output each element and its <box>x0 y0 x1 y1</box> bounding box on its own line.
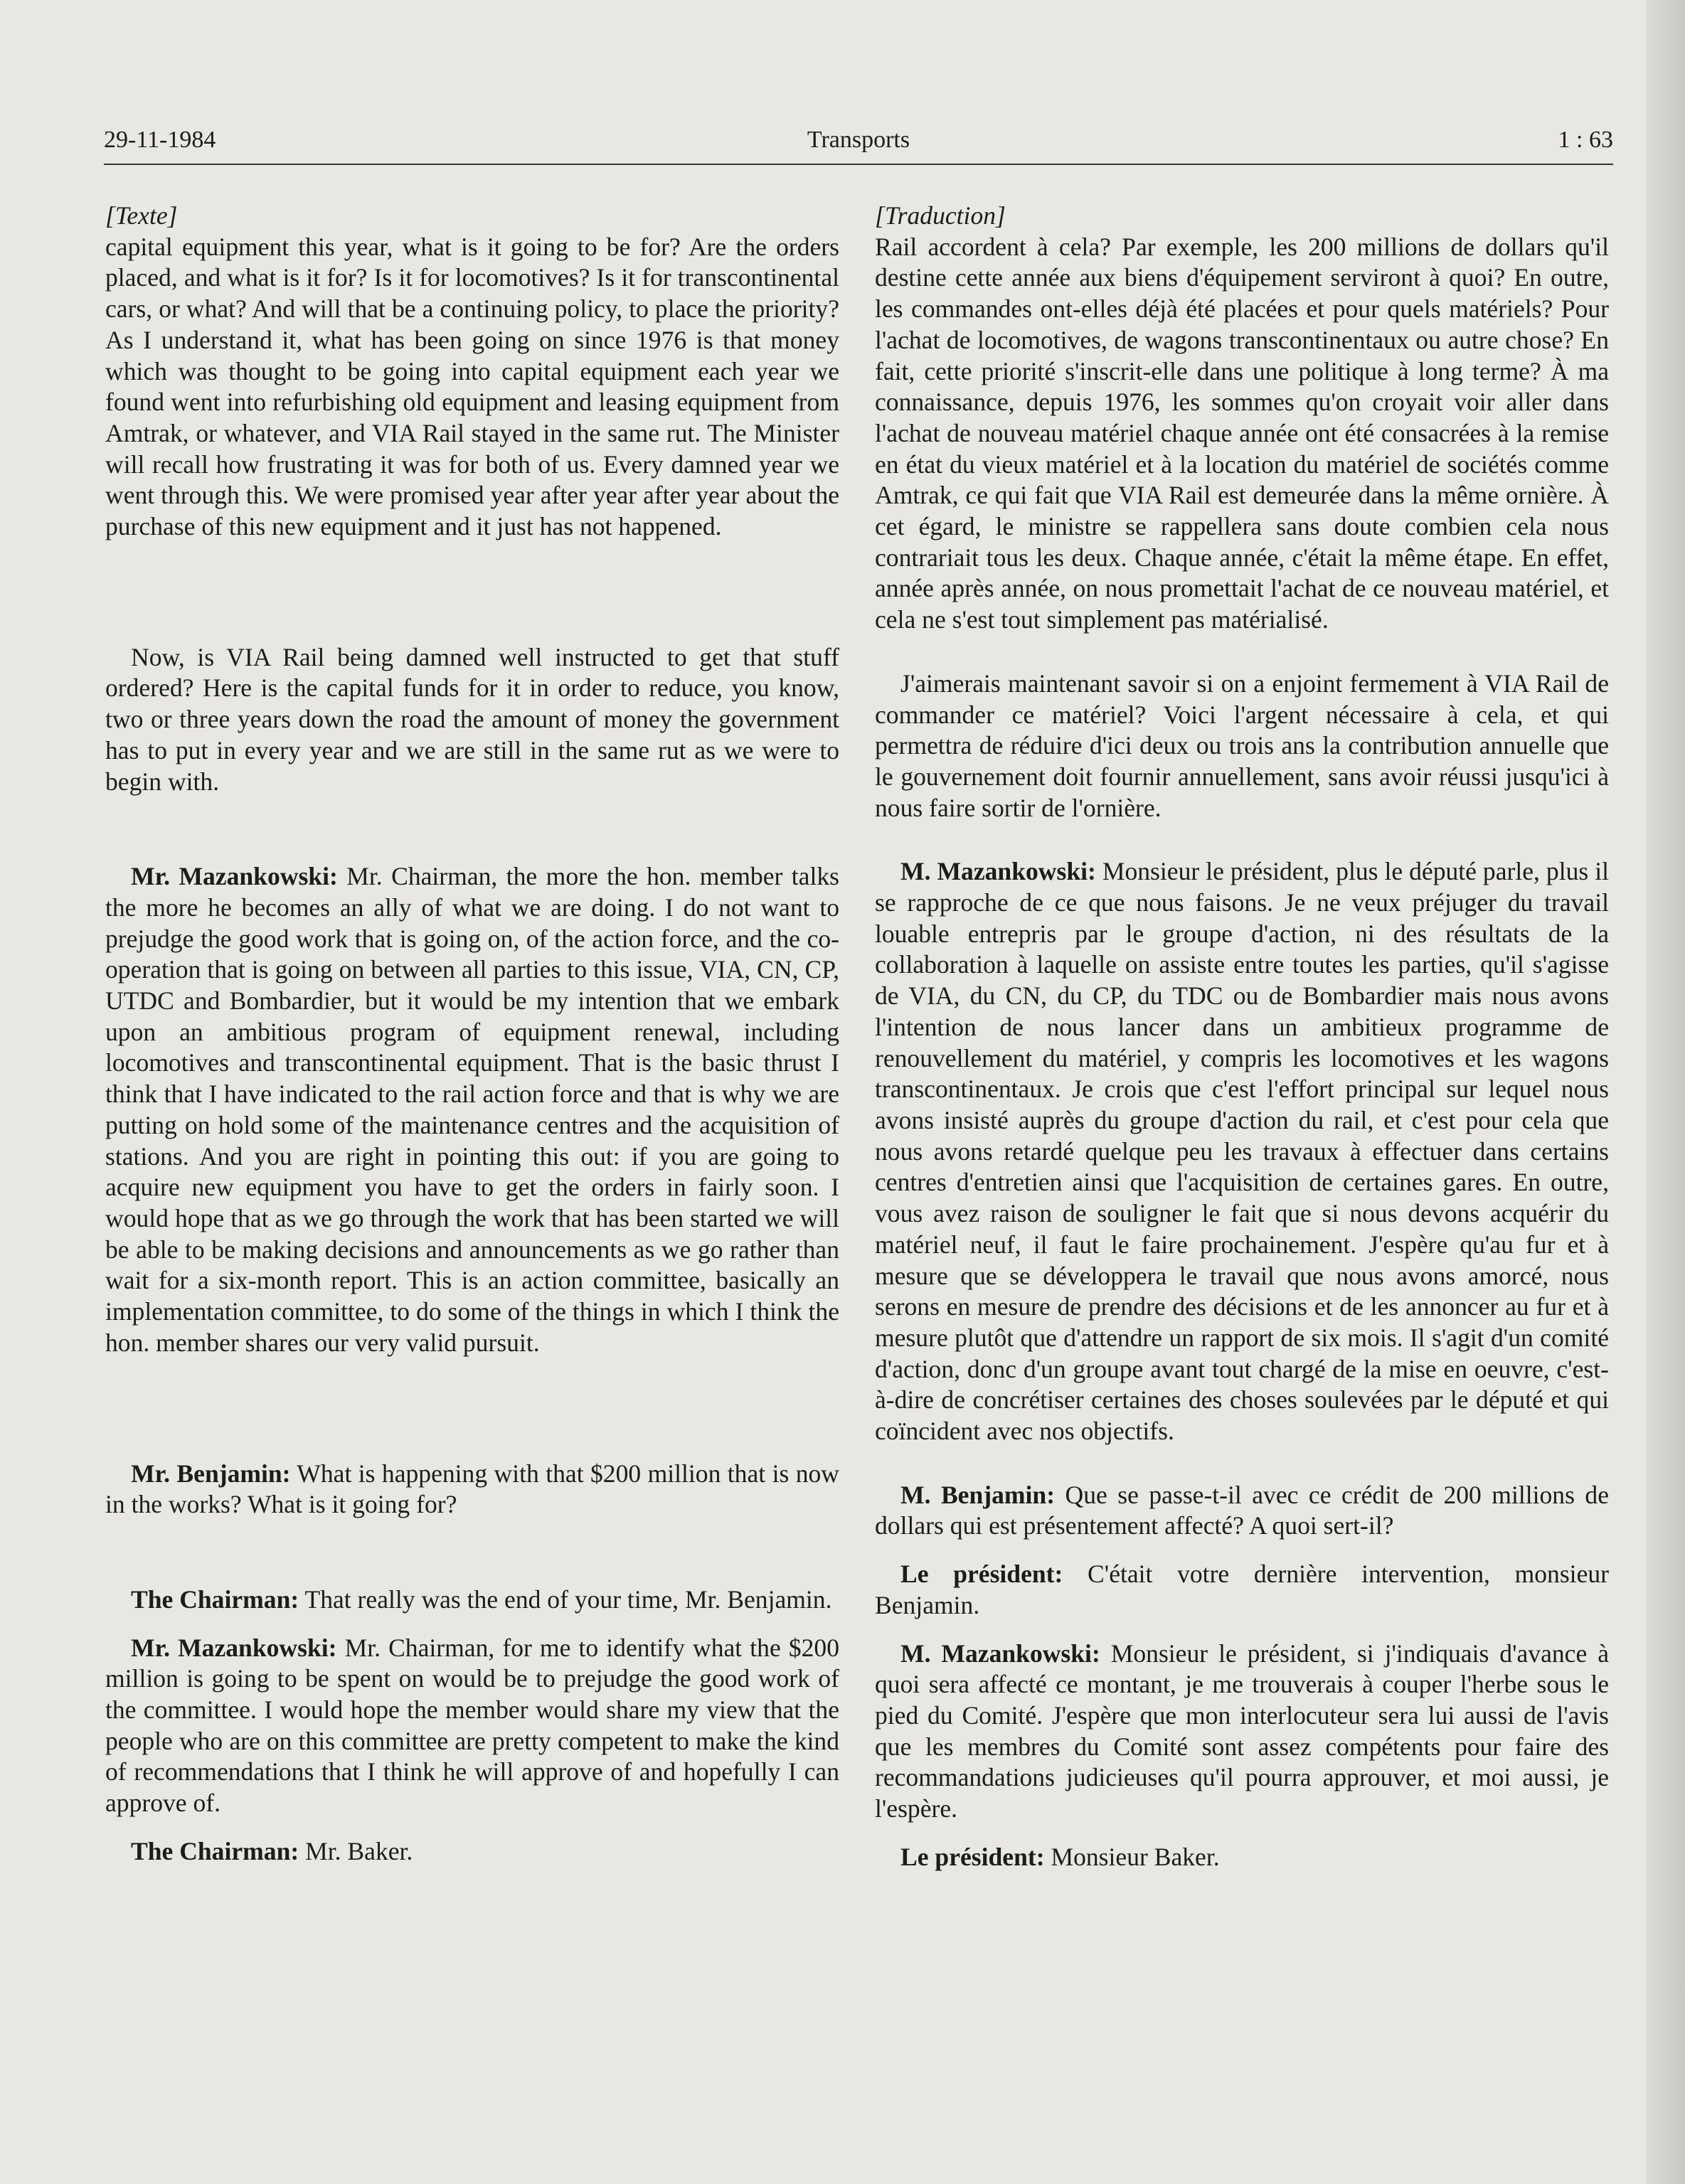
speech-text: Mr. Chairman, for me to identify what the $200 million is going to be spent on would be to prejudge the good work of the committee. I would hope the member would share my view that the people who are on this committee are pretty competent to make the kind of recommendations that I think he will approve of and hopefully I can approve of. <box>105 1633 839 1818</box>
english-column <box>105 201 839 1868</box>
speech <box>105 1584 839 1616</box>
speech <box>105 1836 839 1868</box>
speaker: M. Mazankowski: <box>900 857 1096 886</box>
speaker: Le président: <box>900 1560 1063 1589</box>
speaker: Mr. Mazankowski: <box>131 1633 337 1662</box>
paragraph: Now, is VIA Rail being damned well instructed to get that stuff ordered? Here is the capital funds for it in order to reduce, you know, two or three years down the road the amount of money the government has to put in every year and we are still in the same rut as we were to begin with. <box>105 642 839 796</box>
speaker: M. Benjamin: <box>900 1480 1056 1509</box>
speech-text: Monsieur Baker. <box>1044 1842 1220 1871</box>
running-header <box>104 127 1613 165</box>
speaker: M. Mazankowski: <box>900 1639 1100 1668</box>
page-edge <box>1646 0 1685 2184</box>
speech <box>105 1633 839 1819</box>
paragraph: capital equipment this year, what is it going to be for? Are the orders placed, and what is it for? Is it for locomotives? Is it for transcontinental cars, or what? And will that be a continuing policy, to place the priority? As I understand it, what has been going on since 1976 is that money which was thought to be going into capital equipment each year we found went into refurbishing old equipment and leasing equipment from Amtrak, or whatever, and VIA Rail stayed in the same rut. The Minister will recall how frustrating it was for both of us. Every damned year we went through this. We were promised year after year after year about the purchase of this new equipment and it just has not happened. <box>105 232 839 541</box>
speech-text: Que se passe-t-il avec ce crédit de 200 millions de dollars qui est présentement affecté? A quoi sert-il? <box>875 1480 1609 1540</box>
speaker: Mr. Benjamin: <box>131 1459 291 1488</box>
header-date: 29-11-1984 <box>104 127 216 153</box>
language-label: [Texte] <box>105 201 178 230</box>
language-label: [Traduction] <box>875 201 1006 230</box>
speech <box>875 1559 1609 1621</box>
speech-text: Mr. Baker. <box>299 1836 413 1865</box>
speaker: Le président: <box>900 1842 1045 1871</box>
french-column <box>875 201 1609 1873</box>
speech-text: Monsieur le président, si j'indiquais d'avance à quoi sera affecté ce montant, je me trouverais à couper l'herbe sous le pied du Comité. J'espère que mon interlocuteur sera lui aussi de l'avis que les membres du Comité sont assez compétents pour faire des recommandations judicieuses qu'il pourra approuver, et moi aussi, je l'espère. <box>875 1639 1609 1823</box>
speaker: The Chairman: <box>131 1836 299 1865</box>
speech <box>875 1639 1609 1825</box>
speech-text: That really was the end of your time, Mr. Benjamin. <box>299 1584 832 1614</box>
speech <box>105 1459 839 1520</box>
header-title: Transports <box>807 127 910 153</box>
header-page-number: 1 : 63 <box>1558 127 1613 153</box>
speaker: The Chairman: <box>131 1584 299 1614</box>
speech <box>875 856 1609 1447</box>
paragraph: Rail accordent à cela? Par exemple, les 200 millions de dollars qu'il destine cette année aux biens d'équipement serviront à quoi? En outre, les commandes ont-elles déjà été placées et pour quels matériels? Pour l'achat de locomotives, de wagons transcontinentaux ou autre chose? En fait, cette priorité s'inscrit-elle dans une politique à long terme? À ma connaissance, depuis 1976, les sommes qu'on croyait voir aller dans l'achat de nouveau matériel chaque année ont été consacrées à la remise en état du vieux matériel et à la location du matériel de sociétés comme Amtrak, ce qui fait que VIA Rail est demeurée dans la même ornière. À cet égard, le ministre se rappellera sans doute combien cela nous contrariait tous les deux. Chaque année, c'était la même étape. En effet, année après année, on nous promettait l'achat de ce nouveau matériel, et cela ne s'est tout simplement pas matérialisé. <box>875 232 1609 634</box>
speaker: Mr. Mazankowski: <box>131 862 338 891</box>
speech <box>875 1842 1609 1873</box>
speech <box>875 1480 1609 1542</box>
paragraph: J'aimerais maintenant savoir si on a enjoint fermement à VIA Rail de commander ce matériel? Voici l'argent nécessaire à cela, et qui permettra de réduire d'ici deux ou trois ans la contribution annuelle que le gouvernement doit fournir annuellement, sans avoir réussi jusqu'ici à nous faire sortir de l'ornière. <box>875 668 1609 822</box>
speech <box>105 861 839 1358</box>
speech-text: What is happening with that $200 million that is now in the works? What is it going for? <box>105 1459 839 1519</box>
speech-text: Monsieur le président, plus le député parle, plus il se rapproche de ce que nous faisons. Je ne veux préjuger du travail louable entrepris par le groupe d'action, ni des résultats de la collaboration à laquelle on assiste entre toutes les parties, qu'il s'agisse de VIA, du CN, du CP, du TDC ou de Bombardier mais nous avons l'intention de nous lancer dans un ambitieux programme de renouvellement du matériel, y compris les locomotives et les wagons transcontinentaux. Je crois que c'est l'effort principal sur lequel nous avons insisté auprès du groupe d'action du rail, et c'est pour cela que nous avons retardé quelque peu les travaux à effectuer dans certains centres d'entretien ainsi que l'acquisition de certaines gares. En outre, vous avez raison de souligner le fait que si nous devons acquérir du matériel neuf, il faut le faire prochainement. J'espère qu'au fur et à mesure que se développera le travail que nous avons amorcé, nous serons en mesure de prendre des décisions et de les annoncer au fur et à mesure plutôt que d'attendre un rapport de six mois. Il s'agit d'un comité d'action, donc d'un groupe avant tout chargé de la mise en oeuvre, c'est-à-dire de concrétiser certaines des choses soulevées par le député et qui coïncident avec nos objectifs. <box>875 857 1609 1446</box>
speech-text: Mr. Chairman, the more the hon. member talks the more he becomes an ally of what we are doing. I do not want to prejudge the good work that is going on, of the action force, and the co-operation that is going on between all parties to this issue, VIA, CN, CP, UTDC and Bombardier, but it would be my intention that we embark upon an ambitious program of equipment renewal, including locomotives and transcontinental equipment. That is the basic thrust I think that I have indicated to the rail action force and that is why we are putting on hold some of the maintenance centres and the acquisition of stations. And you are right in pointing this out: if you are going to acquire new equipment you have to get the orders in fairly soon. I would hope that as we go through the work that has been started we will be able to be making decisions and announcements as we go rather than wait for a six-month report. This is an action committee, basically an implementation committee, to do some of the things in which I think the hon. member shares our very valid pursuit. <box>105 862 839 1357</box>
speech-text: C'était votre dernière intervention, monsieur Benjamin. <box>875 1560 1609 1619</box>
